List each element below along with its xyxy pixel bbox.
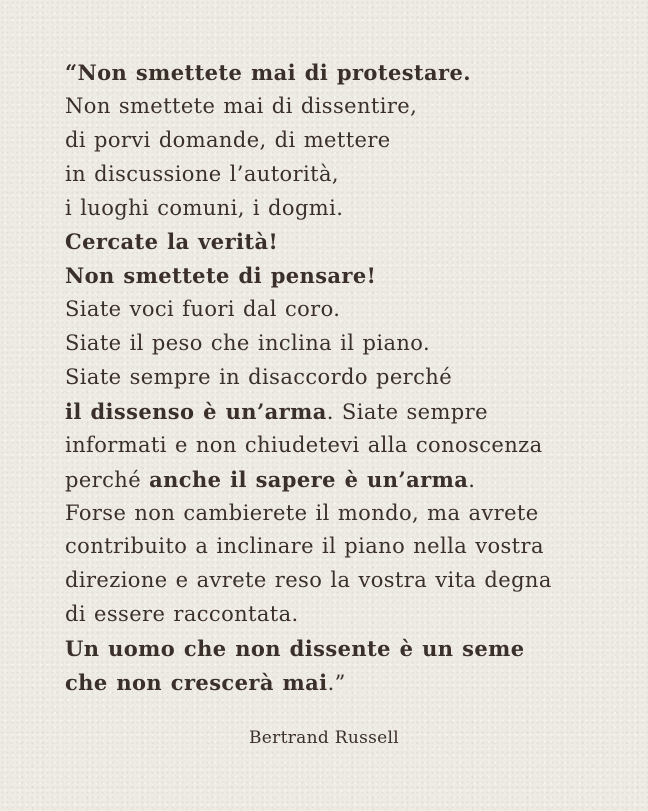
quote-line: di porvi domande, di mettere	[65, 127, 391, 152]
quote-text: .	[468, 467, 476, 492]
quote-line	[65, 395, 625, 429]
quote-line: in discussione l’autorità,	[65, 161, 339, 186]
quote-emphasis: il dissenso è un’arma	[65, 398, 327, 424]
quote-text: .”	[327, 671, 346, 696]
quote-line: Siate il peso che inclina il piano.	[65, 331, 431, 356]
quote-line: Siate sempre in disaccordo perché	[65, 365, 453, 390]
quote-line: i luoghi comuni, i dogmi.	[65, 195, 344, 220]
quote-line: “Non smettete mai di protestare.	[65, 60, 471, 85]
quote-line: Non smettete mai di dissentire,	[65, 93, 418, 118]
quote-line	[65, 666, 625, 700]
quote-line: direzione e avrete reso la vostra vita degna	[65, 568, 552, 593]
quote-line: Un uomo che non dissente è un seme	[65, 636, 525, 662]
quote-line: contribuito a inclinare il piano nella vostra	[65, 534, 544, 559]
quote-line: Forse non cambierete il mondo, ma avrete	[65, 500, 539, 525]
author-attribution: Bertrand Russell	[249, 728, 399, 748]
quote-line: informati e non chiudetevi alla conoscenza	[65, 432, 543, 457]
quote-line: Non smettete di pensare!	[65, 263, 377, 289]
quote-emphasis: che non crescerà mai	[65, 670, 328, 696]
quote-line: di essere raccontata.	[65, 602, 299, 627]
quote-text: perché	[65, 467, 150, 492]
quote-line: Cercate la verità!	[65, 229, 279, 255]
quote-text: . Siate sempre	[326, 399, 488, 424]
quote-block	[65, 56, 625, 700]
quote-emphasis: anche il sapere è un’arma	[149, 466, 469, 492]
quote-line: Siate voci fuori dal coro.	[65, 297, 341, 322]
quote-line	[65, 463, 625, 497]
